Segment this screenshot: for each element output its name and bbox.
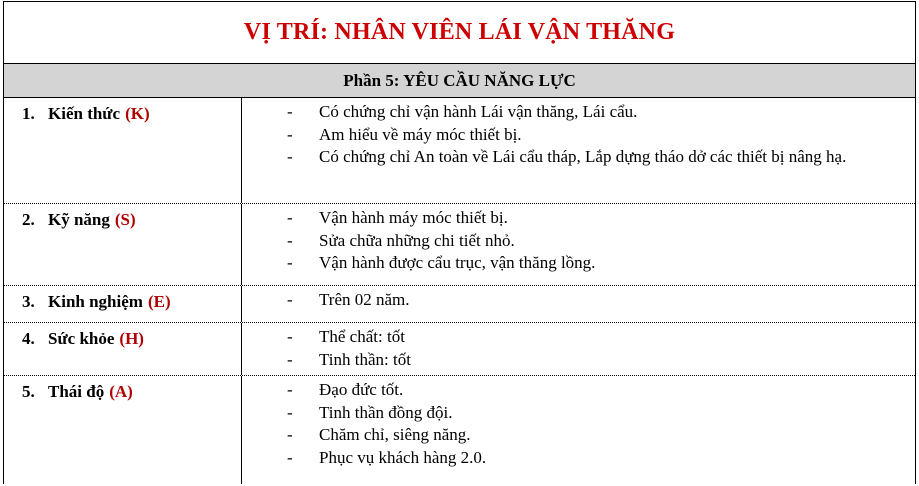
table-row-skills [4, 204, 915, 286]
list-item [242, 289, 915, 312]
item-text: Sửa chữa những chi tiết nhỏ. [319, 230, 515, 250]
list-item [242, 146, 915, 169]
item-text: Tinh thần đồng đội. [319, 402, 453, 422]
row-label-cell [4, 323, 242, 375]
position-title: VỊ TRÍ: NHÂN VIÊN LÁI VẬN THĂNG [243, 19, 676, 45]
row-label: Kinh nghiệm [48, 292, 143, 311]
table-row-attitude [4, 376, 915, 484]
item-text: Có chứng chỉ vận hành Lái vận thăng, Lái cẩu. [319, 102, 638, 121]
row-code: (S) [114, 210, 136, 229]
section-title: Phần 5: YÊU CẦU NĂNG LỰC [343, 70, 576, 90]
bullet-dash: - [287, 327, 293, 346]
bullet-dash: - [287, 208, 293, 227]
item-text: Tinh thần: tốt [319, 349, 411, 369]
list-item [242, 124, 915, 147]
bullet-dash: - [287, 253, 293, 272]
row-content-cell [242, 376, 915, 484]
table-row-knowledge [4, 98, 915, 204]
list-item [242, 402, 915, 425]
title-row [4, 2, 915, 64]
list-item [242, 326, 915, 349]
list-item [242, 230, 915, 253]
section-header-row [4, 64, 915, 98]
bullet-dash: - [287, 380, 293, 399]
table-row-health [4, 323, 915, 376]
bullet-dash: - [287, 230, 293, 250]
bullet-dash: - [287, 124, 293, 144]
bullet-dash: - [287, 147, 293, 166]
row-code: (A) [109, 382, 133, 401]
item-text: Có chứng chỉ An toàn về Lái cẩu tháp, Lắp dựng tháo dở các thiết bị nâng hạ. [319, 147, 847, 166]
list-item [242, 207, 915, 230]
row-code: (H) [119, 329, 144, 348]
item-text: Vận hành được cẩu trục, vận thăng lồng. [319, 253, 596, 272]
bullet-dash: - [287, 425, 293, 444]
item-text: Am hiểu về máy móc thiết bị. [319, 124, 522, 144]
bullet-dash: - [287, 290, 293, 309]
row-number: 3. [22, 292, 35, 311]
row-label: Thái độ [48, 382, 105, 401]
bullet-dash: - [287, 102, 293, 121]
row-label: Kiến thức [48, 104, 121, 123]
list-item [242, 379, 915, 402]
list-item [242, 101, 915, 124]
row-content-cell [242, 323, 915, 375]
list-item [242, 349, 915, 372]
list-item [242, 252, 915, 275]
row-number: 2. [22, 210, 35, 229]
row-code: (E) [147, 292, 171, 311]
row-label-cell [4, 98, 242, 203]
item-text: Thể chất: tốt [319, 327, 405, 346]
row-label-cell [4, 376, 242, 484]
row-content-cell [242, 204, 915, 285]
row-number: 1. [22, 104, 35, 123]
row-content-cell [242, 98, 915, 203]
row-content-cell [242, 286, 915, 322]
row-label: Sức khỏe [48, 329, 115, 348]
bullet-dash: - [287, 349, 293, 369]
list-item [242, 424, 915, 447]
list-item [242, 447, 915, 470]
item-text: Vận hành máy móc thiết bị. [319, 208, 508, 227]
item-text: Đạo đức tốt. [319, 380, 404, 399]
table-row-experience [4, 286, 915, 323]
row-number: 5. [22, 382, 35, 401]
item-text: Chăm chỉ, siêng năng. [319, 425, 471, 444]
bullet-dash: - [287, 447, 293, 467]
item-text: Trên 02 năm. [319, 290, 410, 309]
row-label-cell [4, 204, 242, 285]
row-code: (K) [125, 104, 150, 123]
item-text: Phục vụ khách hàng 2.0. [319, 447, 487, 467]
row-number: 4. [22, 329, 35, 348]
bullet-dash: - [287, 402, 293, 422]
row-label: Kỹ năng [48, 210, 110, 229]
competency-table [3, 1, 916, 484]
row-label-cell [4, 286, 242, 322]
